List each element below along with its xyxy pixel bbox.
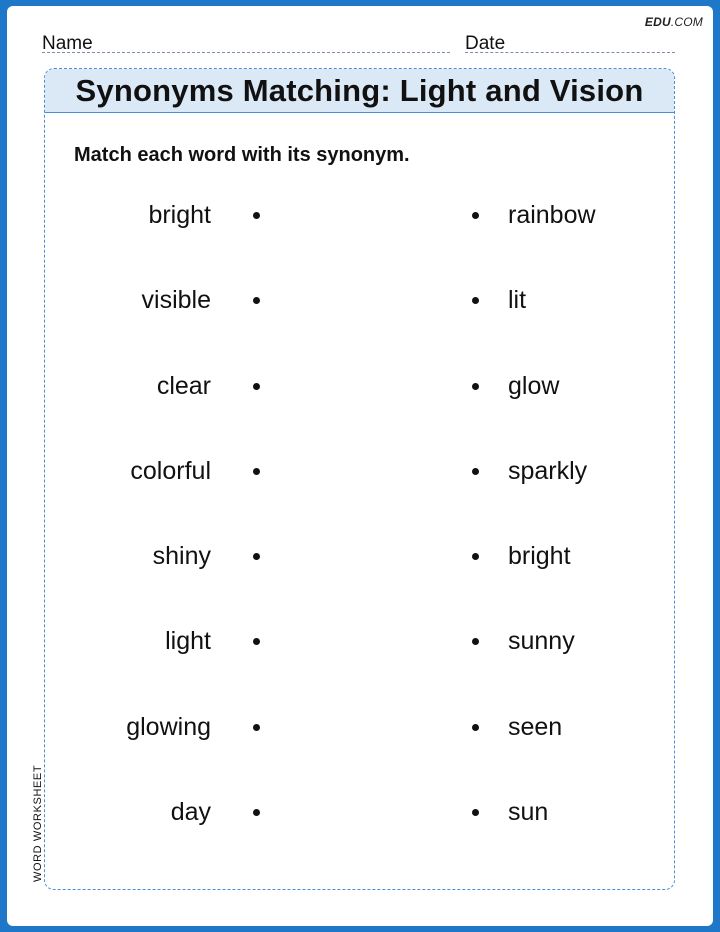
right-word: bright: [508, 542, 571, 570]
left-dot[interactable]: [253, 809, 260, 816]
instruction-text: Match each word with its synonym.: [74, 144, 410, 166]
match-row: [45, 451, 674, 491]
right-word: sparkly: [508, 457, 588, 485]
exercise-box: [44, 68, 675, 890]
left-dot[interactable]: [253, 724, 260, 731]
brand-edu: EDU: [644, 15, 671, 29]
right-word: seen: [508, 713, 563, 741]
match-row: [45, 280, 674, 320]
left-word: bright: [148, 201, 211, 229]
right-dot[interactable]: [472, 383, 479, 390]
match-row: [45, 792, 674, 832]
right-dot[interactable]: [472, 212, 479, 219]
title-bar: [45, 69, 674, 113]
right-word: rainbow: [508, 201, 596, 229]
left-dot[interactable]: [253, 383, 260, 390]
match-row: [45, 621, 674, 661]
name-line[interactable]: [42, 52, 450, 53]
right-dot[interactable]: [472, 724, 479, 731]
brand-logo: [645, 15, 703, 29]
right-word: glow: [508, 372, 560, 400]
name-label: Name: [42, 33, 93, 54]
left-word: visible: [141, 286, 211, 314]
match-row: [45, 536, 674, 576]
left-dot[interactable]: [253, 468, 260, 475]
left-dot[interactable]: [253, 297, 260, 304]
brand-com: .COM: [670, 15, 703, 29]
match-row: [45, 366, 674, 406]
date-line[interactable]: [465, 52, 675, 53]
left-dot[interactable]: [253, 212, 260, 219]
match-row: [45, 707, 674, 747]
left-word: clear: [156, 372, 211, 400]
left-word: day: [170, 798, 211, 826]
left-dot[interactable]: [253, 638, 260, 645]
match-row: [45, 195, 674, 235]
right-word: lit: [508, 286, 527, 314]
left-word: shiny: [152, 542, 211, 570]
right-word: sun: [508, 798, 549, 826]
left-word: glowing: [126, 713, 211, 741]
right-word: sunny: [508, 627, 575, 655]
right-dot[interactable]: [472, 809, 479, 816]
worksheet-title: Synonyms Matching: Light and Vision: [75, 72, 644, 108]
worksheet-page: [7, 6, 713, 926]
right-dot[interactable]: [472, 468, 479, 475]
left-word: colorful: [130, 457, 211, 485]
left-word: light: [165, 627, 211, 655]
side-label: WORD WORKSHEET: [32, 764, 44, 882]
right-dot[interactable]: [472, 553, 479, 560]
right-dot[interactable]: [472, 638, 479, 645]
right-dot[interactable]: [472, 297, 479, 304]
left-dot[interactable]: [253, 553, 260, 560]
date-label: Date: [465, 33, 506, 54]
